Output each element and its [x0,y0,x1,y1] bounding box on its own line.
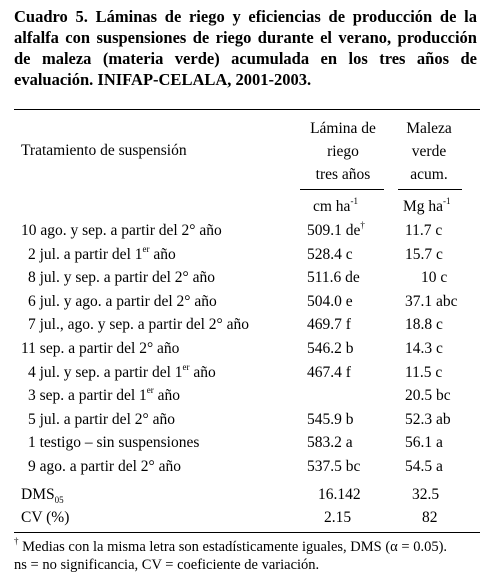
row-maleza: 11.7 c [405,222,443,239]
row-lamina [307,340,354,358]
row-maleza: 14.3 c [405,340,443,357]
row-maleza: 54.5 a [405,458,443,475]
row-lamina [307,246,353,264]
row-treatment [28,411,175,429]
row-treatment-text: 9 ago. a partir del 2° año [28,458,181,475]
row-treatment [28,293,217,311]
row-treatment [28,243,176,264]
header-lamina-line-3: tres años [315,166,371,183]
header-lamina-line-2: riego [327,143,359,160]
row-maleza: 56.1 a [405,434,443,451]
row-treatment-superscript: er [142,243,150,254]
row-lamina-value: 504.0 e [307,293,353,310]
row-treatment [28,316,249,334]
row-lamina-value: 545.9 b [307,411,354,428]
dms-label [21,486,64,504]
row-treatment [21,222,222,240]
footnote-mark: † [14,536,19,547]
row-lamina [307,219,365,240]
row-maleza: 37.1 abc [405,293,458,310]
row-treatment-text: 3 sep. a partir del 1 [28,387,147,404]
row-lamina [307,434,353,452]
row-treatment-text: 5 jul. a partir del 2° año [28,411,175,428]
row-lamina [307,458,360,476]
row-lamina [307,364,351,382]
row-lamina-value: 467.4 f [307,364,351,381]
dms-maleza: 32.5 [412,486,440,503]
unit-maleza-exponent: -1 [443,195,451,206]
row-treatment-text: 1 testigo – sin suspensiones [28,434,200,451]
row-treatment [21,340,179,358]
row-lamina-value: 546.2 b [307,340,354,357]
row-treatment-superscript: er [146,384,154,395]
footnote-line-2: ns = no significancia, CV = coeficiente de variación. [14,557,320,573]
row-treatment-text: 6 jul. y ago. a partir del 2° año [28,293,217,310]
row-maleza: 52.3 ab [405,411,451,428]
footnote-text-1: Medias con la misma letra son estadísticamente iguales, DMS (α = 0.05). [18,539,448,555]
row-treatment [28,361,216,382]
row-treatment [28,434,199,452]
row-maleza: 18.8 c [405,316,443,333]
row-treatment-text: 11 sep. a partir del 2° año [21,340,180,357]
row-lamina-value: 537.5 bc [307,458,361,475]
dms-label-sub: 05 [54,495,64,506]
row-treatment-superscript: er [182,361,190,372]
row-lamina-value: 528.4 c [307,246,353,263]
row-treatment-text: 10 ago. y sep. a partir del 2° año [21,222,222,239]
row-maleza: 15.7 c [405,246,443,263]
row-treatment [28,458,181,476]
caption-line-3: de maleza (materia verde) acumulada en los tres años de [14,49,477,68]
row-lamina-value: 583.2 a [307,434,353,451]
row-treatment [28,269,215,287]
row-lamina [307,269,360,287]
header-treatment: Tratamiento de suspensión [21,142,187,159]
row-lamina [307,411,354,429]
row-maleza: 10 c [421,269,448,286]
row-lamina-value: 511.6 de [307,269,360,286]
cv-lamina: 2.15 [324,509,352,526]
row-treatment-text-end: año [149,246,176,263]
caption-line-1: Cuadro 5. Láminas de riego y eficiencias de producción de la [14,7,477,26]
cv-label: CV (%) [21,509,70,526]
footnote-line-1 [14,538,447,556]
row-treatment [28,384,181,405]
row-lamina-footnote-mark: † [360,219,365,230]
row-treatment-text-end: año [153,387,181,404]
row-maleza: 11.5 c [405,364,443,381]
header-maleza-line-2: verde [411,143,447,160]
row-lamina-value: 469.7 f [307,316,351,333]
row-lamina-value: 509.1 de [307,222,361,239]
row-maleza: 20.5 bc [405,387,451,404]
caption-line-2: alfalfa con suspensiones de riego durante el verano, producción [14,28,477,47]
row-treatment-text: 8 jul. y sep. a partir del 2° año [28,269,215,286]
dms-lamina: 16.142 [318,486,361,503]
table-caption [14,6,477,90]
row-treatment-text: 7 jul., ago. y sep. a partir del 2° año [28,316,249,333]
header-maleza-line-1: Maleza [406,120,452,137]
row-treatment-text-end: año [189,364,216,381]
header-lamina-line-1: Lámina de [310,120,376,137]
unit-maleza [403,195,451,216]
unit-lamina-exponent: -1 [350,195,358,206]
row-lamina [307,293,353,311]
row-lamina [307,316,351,334]
dms-label-base: DMS [21,486,55,503]
unit-maleza-base: Mg ha [403,198,444,215]
header-maleza-line-3: acum. [410,166,448,183]
header-rule-maleza [398,189,462,190]
row-treatment-text: 2 jul. a partir del 1 [28,246,143,263]
table-top-rule [14,109,480,110]
unit-lamina [313,195,358,216]
unit-lamina-base: cm ha [313,198,351,215]
row-treatment-text: 4 jul. y sep. a partir del 1 [28,364,183,381]
caption-line-4: evaluación. INIFAP-CELALA, 2001-2003. [14,70,312,89]
table-bottom-rule [14,532,480,533]
header-rule-lamina [300,189,384,190]
cv-maleza: 82 [422,509,438,526]
